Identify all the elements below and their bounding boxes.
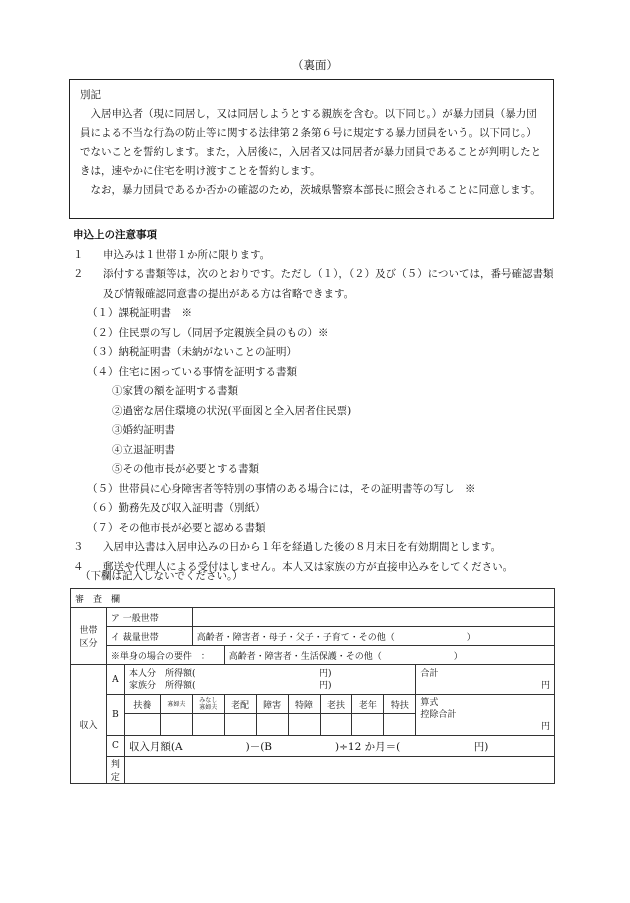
deduction-total: 算式 控除合計 円 — [416, 695, 555, 736]
note-1: １ 申込みは１世帯１か所に限ります。 — [73, 248, 271, 261]
deduction-rounen: 老年 — [352, 695, 384, 714]
discretionary-household: イ 裁量世帯 — [106, 627, 192, 646]
judgement-field — [124, 757, 554, 784]
deduction-shougai-value — [256, 714, 288, 736]
doc-item-4: （４）住宅に困っている事情を証明する書類 — [87, 365, 297, 378]
deduction-fuyou: 扶養 — [124, 695, 160, 714]
monthly-income-formula: 収入月額(A )－(B )÷12 か月＝( 円) — [124, 736, 554, 757]
deduction-rouhai-value — [224, 714, 256, 736]
single-requirement-options: 高齢者・障害者・生活保護・その他（ ） — [224, 646, 554, 665]
doc-item-3: （３）納税証明書（未納がないことの証明） — [87, 346, 297, 358]
note-2: ２ 添付する書類等は，次のとおりです。ただし（１），（２）及び（５）については，番号確認書類及び情報確認同意書の提出がある方は省略できます。 — [73, 268, 554, 300]
office-use-note: （下欄は記入しないでください。） — [80, 570, 243, 582]
notes-heading: 申込上の注意事項 — [73, 229, 157, 241]
income-total: 合計 円 — [416, 665, 555, 695]
general-household-field — [192, 608, 554, 627]
judgement-label: 判定 — [106, 757, 124, 784]
note-3: ３ 入居申込書は入居申込みの日から１年を経過した後の８月末日を有効期間とします。 — [73, 541, 502, 553]
doc-item-5: （５）世帯員に心身障害者等特別の事情のある場合には，その証明書等の写し ※ — [87, 482, 476, 495]
examination-table — [70, 588, 555, 784]
note-4: ４ 郵送や代理人による受付はしません。本人又は家族の方が直接申込みをしてください。 — [73, 560, 514, 573]
household-category-label: 世帯区分 — [71, 608, 107, 665]
discretionary-options: 高齢者・障害者・母子・父子・子育て・その他（ ） — [192, 627, 554, 646]
income-c-label: C — [106, 736, 124, 757]
deduction-roufu: 老扶 — [320, 695, 352, 714]
deduction-shougai: 障害 — [256, 695, 288, 714]
pledge-paragraph-2: なお，暴力団員であるか否かの確認のため，茨城県警察本部長に照会されることに同意します。 — [90, 184, 541, 196]
deduction-tokushou: 特障 — [288, 695, 320, 714]
pledge-box — [69, 79, 554, 219]
deduction-rouhai: 老配 — [224, 695, 256, 714]
deduction-kafu-value — [160, 714, 192, 736]
deduction-minashi-value — [192, 714, 224, 736]
income-label: 収入 — [71, 665, 107, 784]
deduction-rounen-value — [352, 714, 384, 736]
pledge-paragraph-1: 入居申込者（現に同居し，又は同居しようとする親族を含む。以下同じ。）が暴力団員（暴力団員による不当な行為の防止等に関する法律第２条第６号に規定する暴力団員をいう。以下同じ。）でないことを誓約します。また，入居後に，入居者又は同居者が暴力団員であることが判明したときは，速やかに住宅を明け渡すことを誓約します。 — [80, 108, 542, 177]
deduction-minashi: みなし寡婦夫 — [192, 695, 224, 714]
deduction-tokushou-value — [288, 714, 320, 736]
general-household: ア 一般世帯 — [106, 608, 192, 627]
doc-subitem-2: ②過密な居住環境の状況(平面図と全入居者住民票) — [112, 404, 352, 417]
deduction-roufu-value — [320, 714, 352, 736]
exam-title: 審 査 欄 — [71, 589, 555, 608]
doc-subitem-1: ①家賃の額を証明する書類 — [112, 385, 238, 397]
doc-subitem-5: ⑤その他市長が必要とする書類 — [112, 463, 259, 475]
income-b-label: B — [106, 695, 124, 736]
doc-item-6: （６）勤務先及び収入証明書（別紙） — [87, 502, 266, 514]
doc-subitem-4: ④立退証明書 — [112, 443, 175, 456]
doc-item-7: （７）その他市長が必要と認める書類 — [87, 521, 266, 534]
application-notes — [73, 226, 563, 577]
income-a-fields: 本人分 所得額( 円) 家族分 所得額( 円) — [124, 665, 415, 695]
doc-subitem-3: ③婚約証明書 — [112, 424, 175, 436]
deduction-kafu: 寡婦夫 — [160, 695, 192, 714]
deduction-tokufu: 特扶 — [384, 695, 416, 714]
page-label: （裏面） — [292, 58, 338, 72]
deduction-tokufu-value — [384, 714, 416, 736]
pledge-title: 別記 — [80, 89, 101, 101]
doc-item-1: （１）課税証明書 ※ — [87, 307, 192, 319]
income-a-label: A — [106, 665, 124, 695]
doc-item-2: （２）住民票の写し（同居予定親族全員のもの）※ — [87, 326, 329, 339]
deduction-fuyou-value — [124, 714, 160, 736]
single-requirement-label: ※単身の場合の要件 ： — [106, 646, 224, 665]
